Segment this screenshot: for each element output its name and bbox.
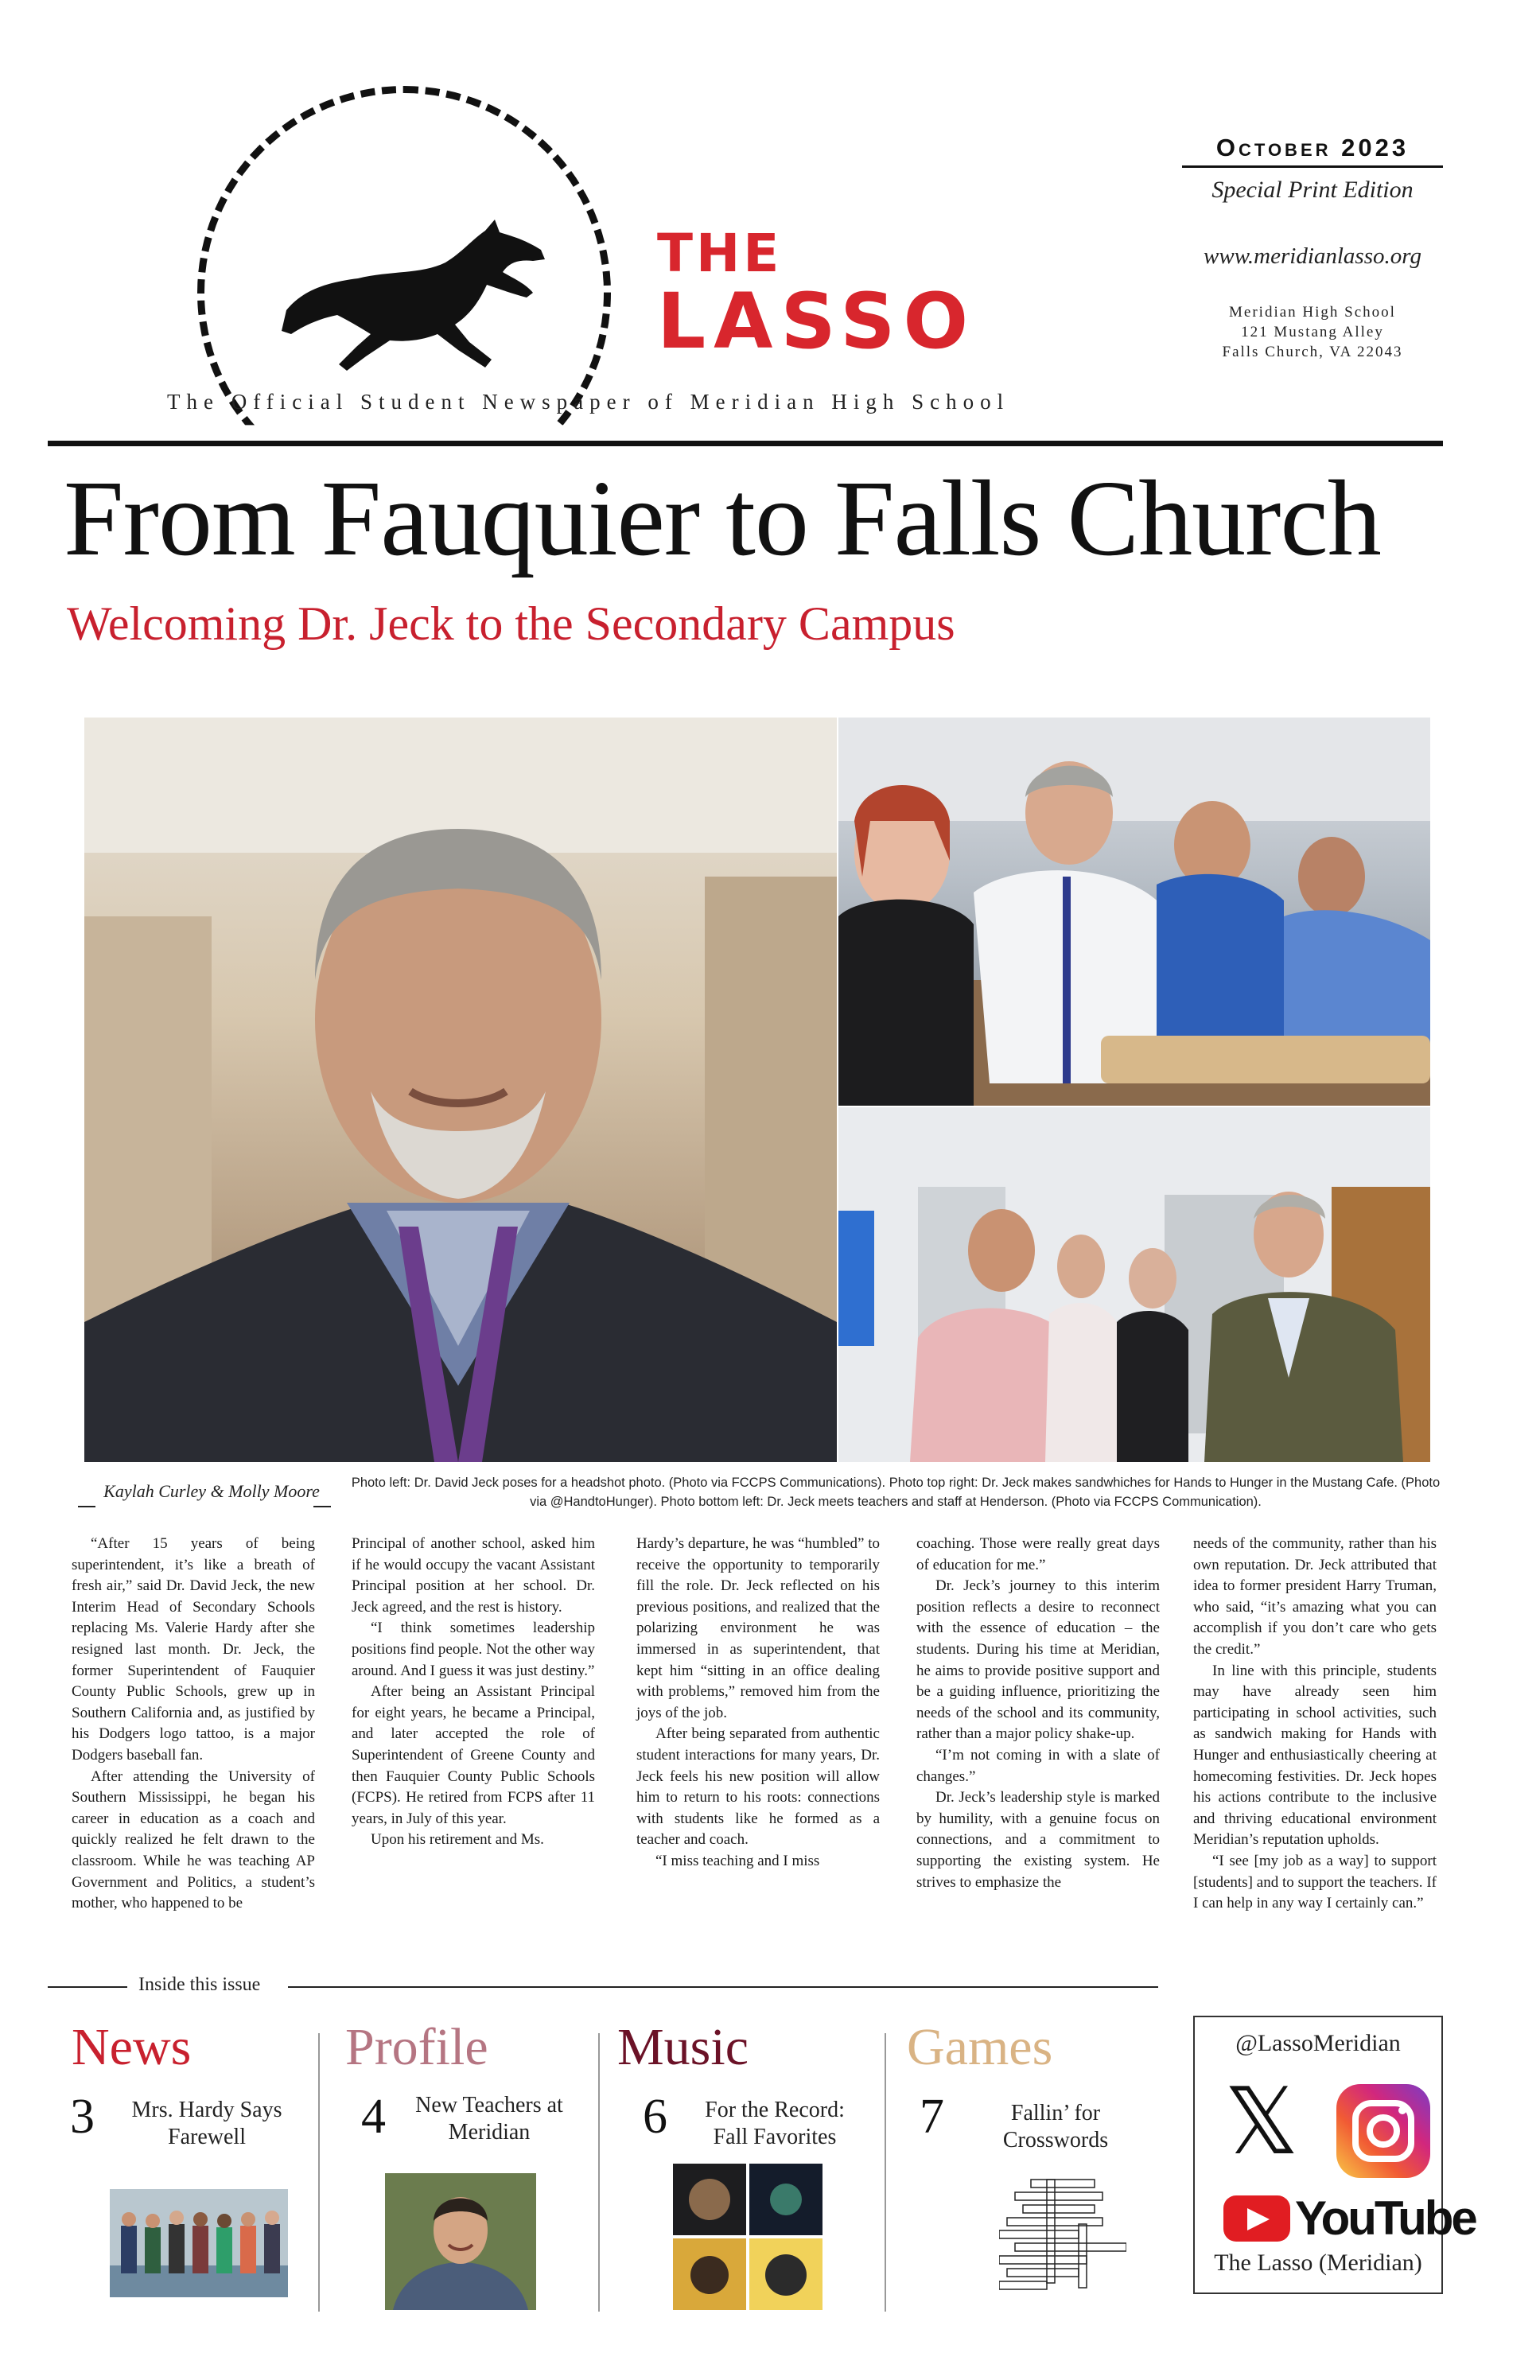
profile-thumbnail[interactable] <box>385 2173 536 2310</box>
address-line: Meridian High School <box>1229 304 1396 321</box>
section-news-title[interactable]: News <box>72 2018 192 2076</box>
headshot-illustration <box>84 718 837 1462</box>
instagram-lens <box>1367 2114 1400 2148</box>
section-divider <box>318 2033 320 2312</box>
sandwich-illustration <box>838 718 1430 1106</box>
crossword-grid-icon <box>999 2176 1126 2296</box>
article-paragraph: “After 15 years of being superintendent, it’s like a breath of fresh air,” said Dr. David Jeck, the new Interim Head of Secondary Schools replacing Ms. Valerie Hardy after she resigned last month. Dr. Jeck, the former Superintendent of Fauquier County Public Schools, grew up in Southern California and, as justified by his Dodgers logo tattoo, is a major Dodgers baseball fan. <box>72 1535 315 1764</box>
edition-label: Special Print Edition <box>1211 177 1414 203</box>
section-profile-desc[interactable]: New Teachers at Meridian <box>415 2093 563 2145</box>
byline-dash <box>313 1506 331 1507</box>
meet-staff-photo <box>838 1107 1430 1462</box>
section-profile-title[interactable]: Profile <box>345 2018 488 2076</box>
section-games-title[interactable]: Games <box>907 2018 1053 2076</box>
section-divider <box>598 2033 600 2312</box>
article-column-3 <box>636 1534 880 1872</box>
article-paragraph: In line with this principle, students may have already seen him participating in school activities, such as sandwich making for Hands with Hunger and enthusiastically cheering at homecoming festivities. Dr. Jeck hopes his actions contribute to the inclusive and thriving educational environment Meridian’s reputation upholds. <box>1193 1662 1437 1849</box>
website-link[interactable]: www.meridianlasso.org <box>1204 243 1421 269</box>
subheadline: Welcoming Dr. Jeck to the Secondary Campus <box>67 597 955 650</box>
headshot-photo <box>84 718 837 1462</box>
school-address <box>1185 302 1440 362</box>
instagram-dot <box>1398 2106 1406 2114</box>
byline: Kaylah Curley & Molly Moore <box>103 1481 320 1501</box>
article-paragraph: Principal of another school, asked him if he would occupy the vacant Assistant Principal position at her school. Dr. Jeck agreed, and the rest is history. <box>352 1535 595 1616</box>
article-paragraph: “I miss teaching and I miss <box>655 1852 820 1869</box>
article-column-5 <box>1193 1534 1437 1915</box>
music-thumbnail-image <box>673 2164 822 2310</box>
section-divider <box>885 2033 886 2312</box>
edition-rule <box>1182 165 1443 168</box>
article-paragraph: coaching. Those were really great days of education for me.” <box>916 1535 1160 1573</box>
article-paragraph: After attending the University of Southern Mississippi, he began his career in education as a coach and quickly realized he felt drawn to the classroom. While he was teaching AP Government and Politics, a student’s mother, who happened to be <box>72 1768 315 1912</box>
address-line: Falls Church, VA 22043 <box>1222 344 1403 360</box>
youtube-icon[interactable] <box>1223 2195 1290 2242</box>
section-music-desc[interactable]: For the Record: Fall Favorites <box>705 2098 845 2149</box>
address-line: 121 Mustang Alley <box>1241 324 1384 340</box>
section-games-desc[interactable]: Fallin’ for Crosswords <box>1002 2101 1109 2152</box>
inside-rule <box>288 1986 1158 1988</box>
section-music-title[interactable]: Music <box>617 2018 749 2076</box>
byline-dash <box>78 1506 95 1507</box>
instagram-icon[interactable] <box>1336 2084 1430 2178</box>
article-paragraph: After being an Assistant Principal for eight years, he became a Principal, and later accepted the role of Superintendent of Greene County and then Fauquier County Public Schools (FCPS). He retired from FCPS after 11 years, in July of this year. <box>352 1683 595 1827</box>
headline: From Fauquier to Falls Church <box>64 459 1381 578</box>
inside-rule <box>48 1986 127 1988</box>
article-column-2 <box>352 1534 595 1851</box>
news-thumbnail[interactable] <box>110 2189 288 2297</box>
youtube-play-icon <box>1247 2208 1270 2230</box>
photo-caption: Photo left: Dr. David Jeck poses for a headshot photo. (Photo via FCCPS Communications). Photo top right: Dr. Jeck makes sandwhiches for Hands to Hunger in the Mustang Cafe. (Photo via @HandtoHunger). Photo bottom left: Dr. Jeck meets teachers and staff at Henderson. (Photo via FCCPS Communication). <box>351 1476 1441 1509</box>
meet-staff-illustration <box>838 1107 1430 1462</box>
social-handle[interactable]: @LassoMeridian <box>1235 2030 1401 2056</box>
section-profile-page: 4 <box>361 2090 386 2144</box>
mustang-logo-icon <box>270 215 557 374</box>
sandwich-making-photo <box>838 718 1430 1106</box>
masthead-rule <box>48 441 1443 446</box>
x-icon[interactable]: 𝕏 <box>1224 2068 1299 2176</box>
youtube-channel-name[interactable]: The Lasso (Meridian) <box>1214 2250 1422 2276</box>
logo-the: THE <box>657 223 783 284</box>
section-news-page: 3 <box>70 2090 95 2144</box>
profile-thumbnail-image <box>385 2173 536 2310</box>
youtube-wordmark[interactable]: YouTube <box>1295 2191 1476 2245</box>
article-paragraph: Dr. Jeck’s leadership style is marked by humility, with a genuine focus on connections, and a commitment to supporting the existing system. He strives to emphasize the <box>916 1789 1160 1891</box>
news-thumbnail-image <box>110 2189 288 2297</box>
article-paragraph: “I’m not coming in with a slate of changes.” <box>916 1746 1160 1785</box>
article-paragraph: Dr. Jeck’s journey to this interim position reflects a desire to reconnect with the essence of education – the students. During his time at Meridian, he aims to provide positive support and be a guiding influence, prioritizing the needs of the school and its community, rather than a major policy shake-up. <box>916 1577 1160 1743</box>
crossword-thumbnail[interactable] <box>999 2176 1126 2296</box>
section-music-page: 6 <box>643 2090 667 2144</box>
section-news-desc[interactable]: Mrs. Hardy Says Farewell <box>131 2098 282 2149</box>
edition-date: October 2023 <box>1215 134 1410 161</box>
masthead-tagline: The Official Student Newspaper of Meridian High School <box>167 390 1010 414</box>
article-column-4 <box>916 1534 1160 1893</box>
section-games-page: 7 <box>920 2090 944 2144</box>
logo-lasso: LASSO <box>657 277 977 366</box>
article-paragraph: “I see [my job as a way] to support [students] and to support the teachers. If I can help in any way I certainly can.” <box>1193 1852 1437 1912</box>
article-column-1 <box>72 1534 315 1915</box>
article-paragraph: Upon his retirement and Ms. <box>371 1831 544 1849</box>
article-paragraph: After being separated from authentic student interactions for many years, Dr. Jeck feels his new position will allow him to return to his roots: connections with students like he formed as a teacher and coach. <box>636 1725 880 1849</box>
article-paragraph: Hardy’s departure, he was “humbled” to receive the opportunity to temporarily fill the role. Dr. Jeck reflected on his previous positions, and realized that the polarizing environment he was immersed in as superintendent, that kept him “sitting in an office dealing with problems,” removed him from the joys of the job. <box>636 1535 881 1721</box>
article-paragraph: “I think sometimes leadership positions find people. Not the other way around. And I guess it was just destiny.” <box>352 1620 595 1679</box>
article-paragraph: needs of the community, rather than his own reputation. Dr. Jeck attributed that idea to former president Harry Truman, who said, “it’s amazing what you can accomplish if you don’t care who gets the credit.” <box>1193 1535 1437 1658</box>
inside-issue-label: Inside this issue <box>138 1974 261 1995</box>
music-thumbnail[interactable] <box>673 2164 822 2310</box>
